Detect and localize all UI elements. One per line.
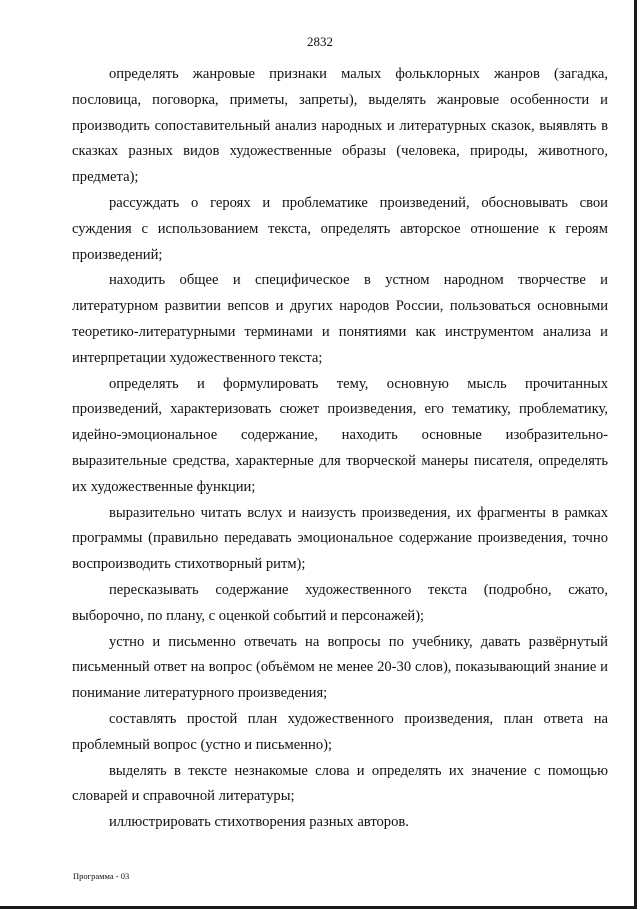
footer-program-code: Программа - 03 bbox=[73, 871, 130, 881]
paragraph-plan: составлять простой план художественного произведения, план ответа на проблемный вопрос (устно и письменно); bbox=[72, 710, 608, 753]
paragraph-retelling: пересказывать содержание художественного текста (подробно, сжато, выборочно, по плану, с оценкой событий и персонажей); bbox=[72, 581, 608, 624]
paragraph-theme: определять и формулировать тему, основную мысль прочитанных произведений, характеризовать сюжет произведения, его тематику, проблематику, идейно-эмоциональное содержание, находить основные изобразительно-выразительные средства, характерные для творческой манеры писателя, определять их художественные функции; bbox=[72, 375, 608, 495]
paragraph-reading-aloud: выразительно читать вслух и наизусть произведения, их фрагменты в рамках программы (правильно передавать эмоциональное содержание произведения, точно воспроизводить стихотворный ритм); bbox=[72, 504, 608, 573]
paragraph-folk-genres: определять жанровые признаки малых фольклорных жанров (загадка, пословица, поговорка, приметы, запреты), выделять жанровые особенности и производить сопоставительный анализ народных и литературных сказок, выявлять в сказках разных видов художественные образы (человека, природы, животного, предмета); bbox=[72, 66, 608, 186]
paragraph-vocabulary: выделять в тексте незнакомые слова и определять их значение с помощью словарей и справочной литературы; bbox=[72, 762, 608, 805]
paragraph-folk-creativity: находить общее и специфическое в устном народном творчестве и литературном развитии вепсов и других народов России, пользоваться основными теоретико-литературными терминами и понятиями как инструментом анализа и интерпретации художественного текста; bbox=[72, 272, 608, 366]
page-number: 2832 bbox=[307, 34, 333, 49]
paragraph-heroes: рассуждать о героях и проблематике произведений, обосновывать свои суждения с использованием текста, определять авторское отношение к героям произведений; bbox=[72, 194, 608, 263]
document-body bbox=[72, 62, 608, 836]
paragraph-answers: устно и письменно отвечать на вопросы по учебнику, давать развёрнутый письменный ответ на вопрос (объёмом не менее 20-30 слов), показывающий знание и понимание литературного произведения; bbox=[72, 633, 608, 702]
paragraph-illustrate: иллюстрировать стихотворения разных авторов. bbox=[109, 814, 409, 831]
